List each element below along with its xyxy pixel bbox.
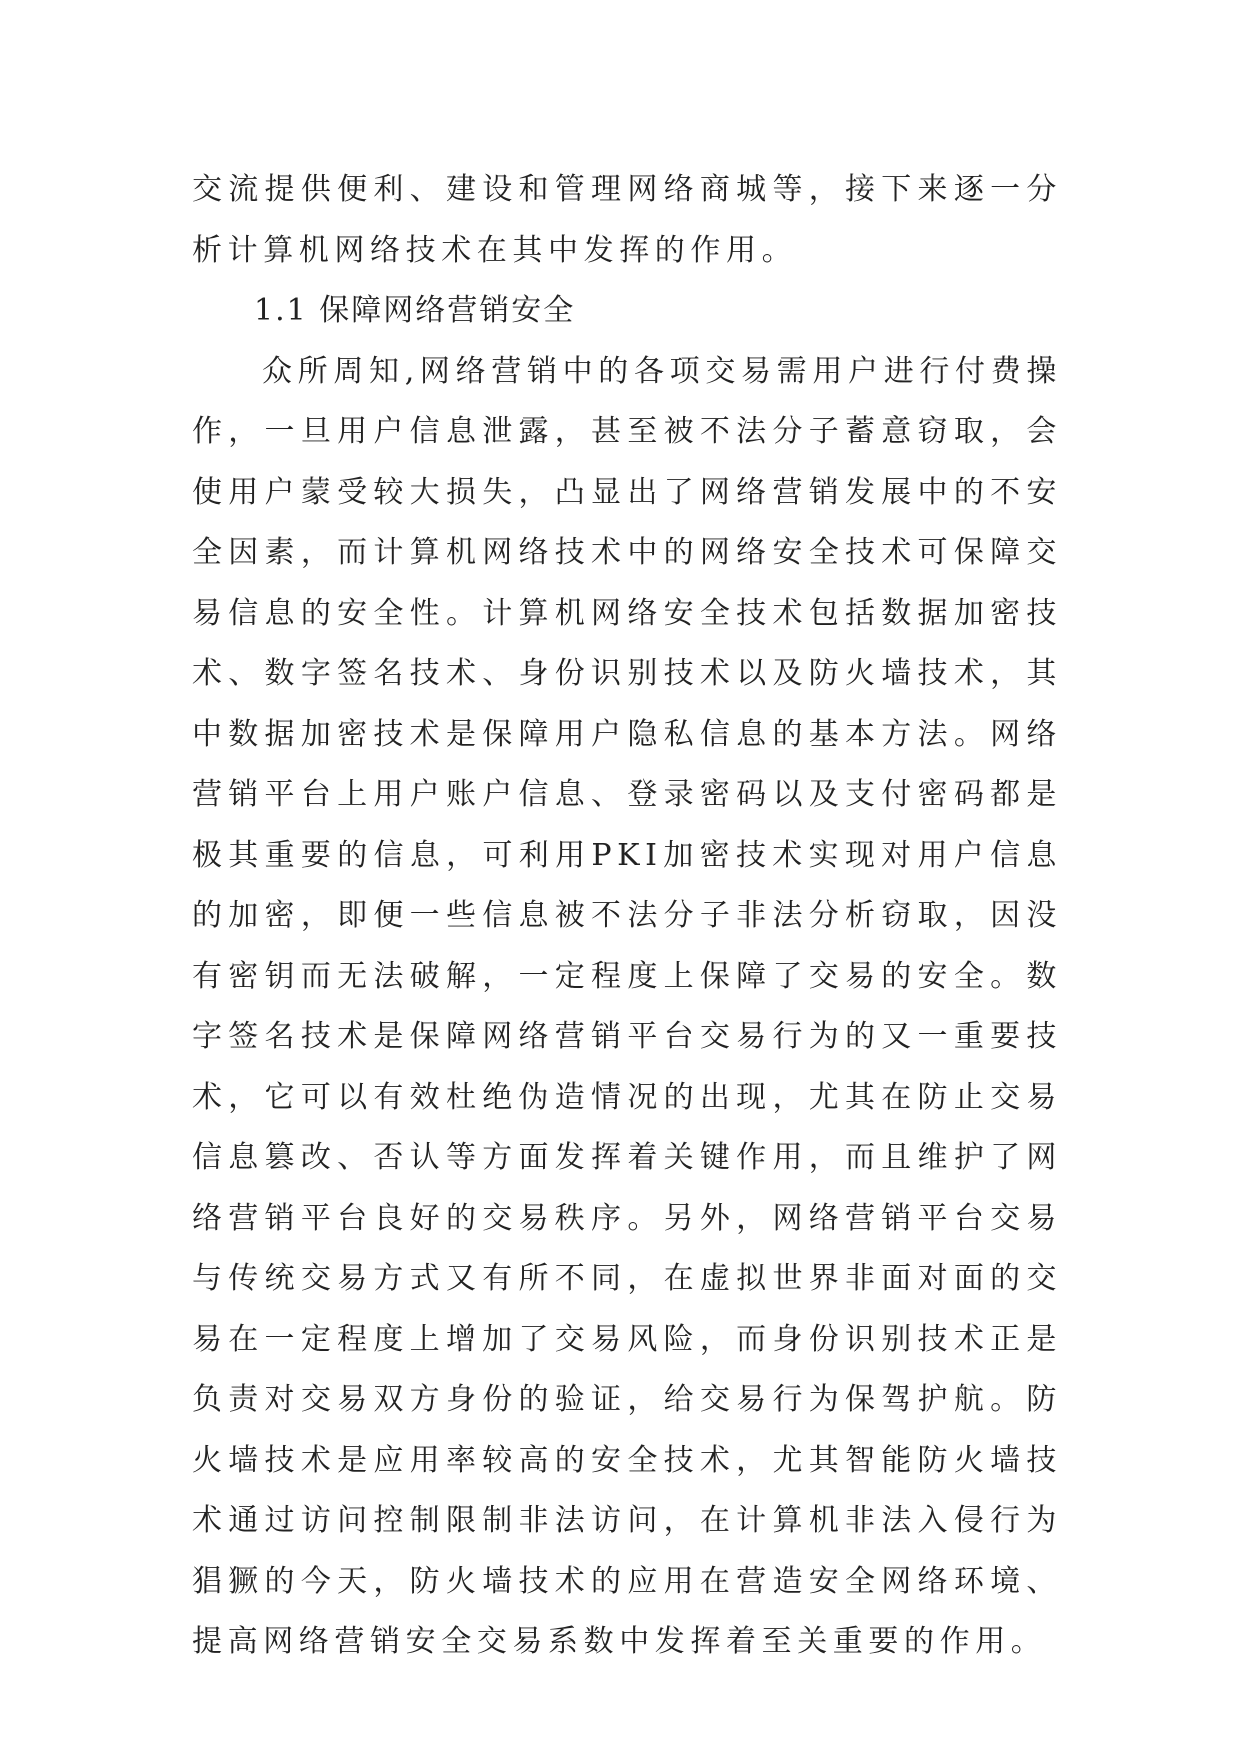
document-body: [192, 160, 1062, 1673]
section-heading: 1.1 保障网络营销安全: [254, 293, 576, 328]
paragraph-continuation: 交流提供便利、建设和管理网络商城等，接下来逐一分析计算机网络技术在其中发挥的作用。: [192, 172, 1062, 268]
paragraph-section-body: 众所周知,网络营销中的各项交易需用户进行付费操作，一旦用户信息泄露，甚至被不法分子蓄意窃取，会使用户蒙受较大损失，凸显出了网络营销发展中的不安全因素，而计算机网络技术中的网络安全技术可保障交易信息的安全性。计算机网络安全技术包括数据加密技术、数字签名技术、身份识别技术以及防火墙技术，其中数据加密技术是保障用户隐私信息的基本方法。网络营销平台上用户账户信息、登录密码以及支付密码都是极其重要的信息，可利用PKI加密技术实现对用户信息的加密，即便一些信息被不法分子非法分析窃取，因没有密钥而无法破解，一定程度上保障了交易的安全。数字签名技术是保障网络营销平台交易行为的又一重要技术，它可以有效杜绝伪造情况的出现，尤其在防止交易信息篡改、否认等方面发挥着关键作用，而且维护了网络营销平台良好的交易秩序。另外，网络营销平台交易与传统交易方式又有所不同，在虚拟世界非面对面的交易在一定程度上增加了交易风险，而身份识别技术正是负责对交易双方身份的验证，给交易行为保驾护航。防火墙技术是应用率较高的安全技术，尤其智能防火墙技术通过访问控制限制非法访问，在计算机非法入侵行为猖獗的今天，防火墙技术的应用在营造安全网络环境、提高网络营销安全交易系数中发挥着至关重要的作用。: [192, 353, 1062, 1659]
